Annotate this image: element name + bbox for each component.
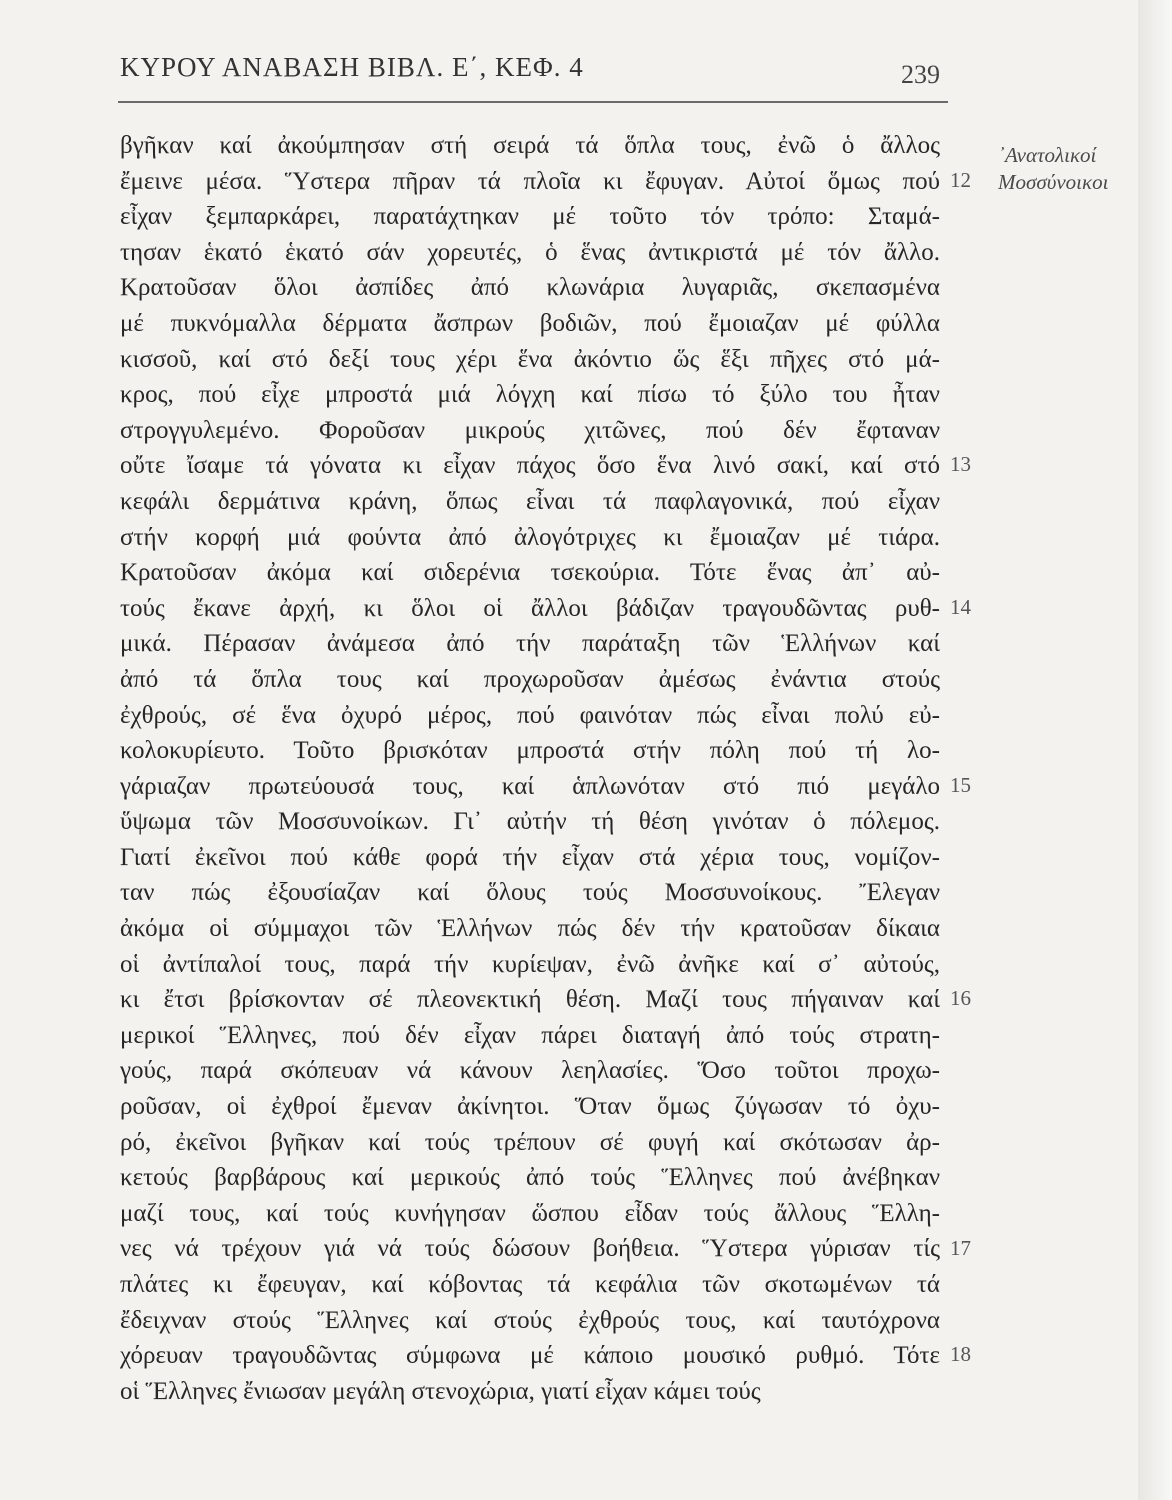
text-line: Κρατοῦσαν ἀκόμα καί σιδερένια τσεκούρια. Τότε ἕνας ἀπ᾿ αὐ-	[120, 559, 940, 587]
text-line: γούς, παρά σκόπευαν νά κάνουν λεηλασίες. Ὅσο τοῦτοι προχω-	[120, 1057, 940, 1085]
text-line: ρό, ἐκεῖνοι βγῆκαν καί τούς τρέπουν σέ φυγή καί σκότωσαν ἀρ-	[120, 1128, 940, 1156]
body-text	[120, 128, 940, 1409]
text-line: μαζί τους, καί τούς κυνήγησαν ὥσπου εἶδαν τούς ἄλλους Ἕλλη-	[120, 1199, 940, 1227]
text-line: πλάτες κι ἔφευγαν, καί κόβοντας τά κεφάλια τῶν σκοτωμένων τά	[120, 1271, 940, 1298]
text-line: κισσοῦ, καί στό δεξί τους χέρι ἕνα ἀκόντιο ὥς ἕξι πῆχες στό μά-	[120, 345, 940, 373]
text-line: χόρευαν τραγουδῶντας σύμφωνα μέ κάποιο μουσικό ρυθμό. Τότε	[120, 1342, 940, 1370]
section-number: 12	[950, 167, 971, 192]
text-line: στήν κορφή μιά φούντα ἀπό ἀλογότριχες κι ἔμοιαζαν μέ τιάρα.	[120, 523, 940, 551]
running-header	[120, 52, 948, 96]
section-number: 18	[950, 1342, 971, 1367]
section-number: 16	[950, 986, 971, 1011]
text-line: κετούς βαρβάρους καί μερικούς ἀπό τούς Ἕλληνες πού ἀνέβηκαν	[120, 1164, 940, 1192]
margin-note	[998, 142, 1138, 196]
text-line: κρος, πού εἶχε μπροστά μιά λόγχη καί πίσω τό ξύλο του ἦταν	[120, 381, 940, 409]
text-line: οἱ ἀντίπαλοί τους, παρά τήν κυρίεψαν, ἐνῶ ἀνῆκε καί σ᾿ αὐτούς,	[120, 950, 940, 978]
section-number: 17	[950, 1235, 971, 1260]
text-line: κολοκυρίευτο. Τοῦτο βρισκόταν μπροστά στήν πόλη πού τή λο-	[120, 737, 940, 765]
text-line: ἀπό τά ὅπλα τους καί προχωροῦσαν ἀμέσως ἐνάντια στούς	[120, 665, 940, 693]
text-line: ἐχθρούς, σέ ἕνα ὀχυρό μέρος, πού φαινόταν πώς εἶναι πολύ εὐ-	[120, 701, 940, 729]
page-edge	[1138, 0, 1172, 1500]
section-number: 14	[950, 594, 971, 619]
text-line: γάριαζαν πρωτεύουσά τους, καί ἁπλωνόταν στό πιό μεγάλο	[120, 772, 940, 800]
text-line: τούς ἔκανε ἀρχή, κι ὅλοι οἱ ἄλλοι βάδιζαν τραγουδῶντας ρυθ-	[120, 594, 940, 622]
text-line: ἔμεινε μέσα. Ὕστερα πῆραν τά πλοῖα κι ἔφυγαν. Αὐτοί ὅμως πού	[120, 167, 940, 195]
margin-note-line: ᾿Ανατολικοί	[998, 143, 1097, 167]
text-line: τησαν ἑκατό ἑκατό σάν χορευτές, ὁ ἕνας ἀντικριστά μέ τόν ἄλλο.	[120, 238, 940, 266]
text-line: οὔτε ἴσαμε τά γόνατα κι εἶχαν πάχος ὅσο ἕνα λινό σακί, καί στό	[120, 452, 940, 480]
text-line: Γιατί ἐκεῖνοι πού κάθε φορά τήν εἶχαν στά χέρια τους, νομίζον-	[120, 843, 940, 871]
text-line: μικά. Πέρασαν ἀνάμεσα ἀπό τήν παράταξη τῶν Ἑλλήνων καί	[120, 630, 940, 658]
text-line: μέ πυκνόμαλλα δέρματα ἄσπρων βοδιῶν, πού ἔμοιαζαν μέ φύλλα	[120, 309, 940, 337]
running-title: ΚΥΡΟΥ ΑΝΑΒΑΣΗ ΒΙΒΛ. Ε΄, ΚΕΦ. 4	[120, 52, 584, 82]
text-line: βγῆκαν καί ἀκούμπησαν στή σειρά τά ὅπλα τους, ἐνῶ ὁ ἄλλος	[120, 132, 940, 159]
text-line: ἔδειχναν στούς Ἕλληνες καί στούς ἐχθρούς τους, καί ταυτόχρονα	[120, 1306, 940, 1334]
text-line: ἀκόμα οἱ σύμμαχοι τῶν Ἑλλήνων πώς δέν τήν κρατοῦσαν δίκαια	[120, 915, 940, 943]
margin-note-line: Μοσσύνοικοι	[998, 170, 1109, 194]
header-rule	[118, 101, 948, 103]
section-number: 13	[950, 452, 971, 477]
text-line: ταν πώς ἐξουσίαζαν καί ὅλους τούς Μοσσυνοίκους. Ἔλεγαν	[120, 879, 940, 907]
text-line: στρογγυλεμένο. Φοροῦσαν μικρούς χιτῶνες, πού δέν ἔφταναν	[120, 416, 940, 444]
text-line: εἶχαν ξεμπαρκάρει, παρατάχτηκαν μέ τοῦτο τόν τρόπο: Σταμά-	[120, 203, 940, 231]
section-number: 15	[950, 772, 971, 797]
text-line: νες νά τρέχουν γιά νά τούς δώσουν βοήθεια. Ὕστερα γύρισαν τίς	[120, 1235, 940, 1263]
text-line: κεφάλι δερμάτινα κράνη, ὅπως εἶναι τά παφλαγονικά, πού εἶχαν	[120, 487, 940, 515]
text-line: ὕψωμα τῶν Μοσσυνοίκων. Γι᾿ αὐτήν τή θέση γινόταν ὁ πόλεμος.	[120, 808, 940, 836]
page-number: 239	[901, 60, 940, 89]
text-line: ροῦσαν, οἱ ἐχθροί ἔμεναν ἀκίνητοι. Ὅταν ὅμως ζύγωσαν τό ὀχυ-	[120, 1093, 940, 1121]
text-line: μερικοί Ἕλληνες, πού δέν εἶχαν πάρει διαταγή ἀπό τούς στρατη-	[120, 1021, 940, 1049]
text-line: Κρατοῦσαν ὅλοι ἀσπίδες ἀπό κλωνάρια λυγαριᾶς, σκεπασμένα	[120, 274, 940, 302]
text-line: κι ἔτσι βρίσκονταν σέ πλεονεκτική θέση. Μαζί τους πήγαιναν καί	[120, 986, 940, 1014]
text-line: οἱ Ἕλληνες ἔνιωσαν μεγάλη στενοχώρια, γιατί εἶχαν κάμει τούς	[120, 1377, 761, 1405]
